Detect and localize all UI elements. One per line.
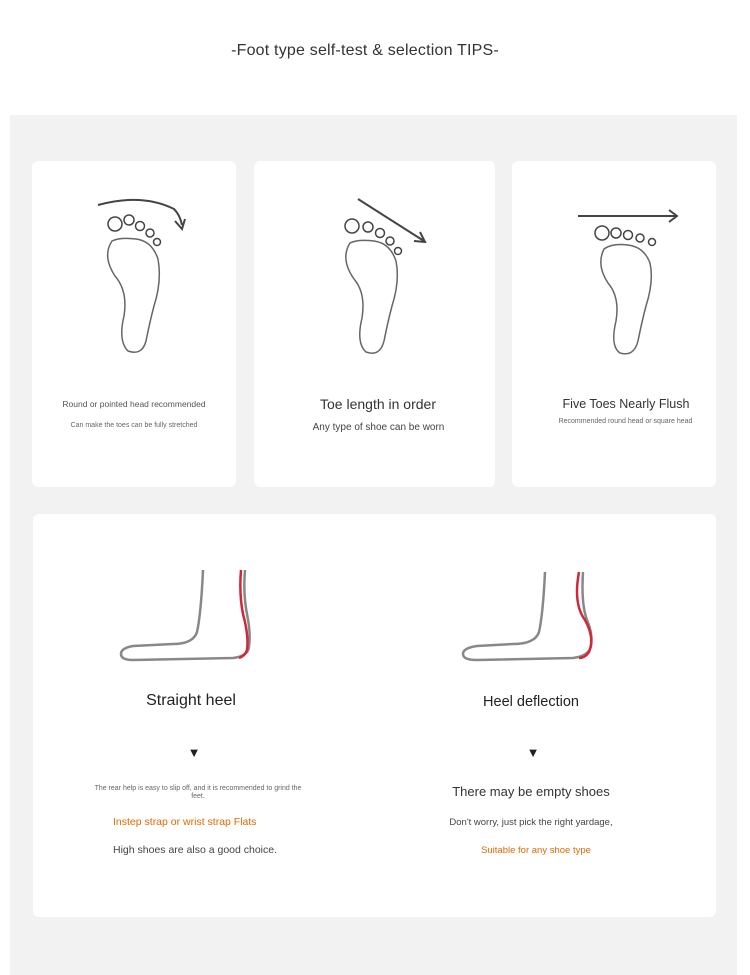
heel-deflection-recommendation: Suitable for any shoe type — [481, 845, 591, 856]
header — [0, 0, 750, 115]
straight-heel-foot-icon — [93, 554, 393, 674]
down-arrow-icon: ▼ — [187, 745, 201, 760]
toe-card-note: Recommended round head or square head — [558, 418, 693, 425]
toe-card-note: Can make the toes can be fully stretched — [70, 422, 198, 429]
heel-deflection-foot-icon — [433, 554, 733, 674]
toe-card-note: Any type of shoe can be worn — [312, 422, 445, 433]
toe-card-title: Toe length in order — [320, 396, 436, 412]
page-title: -Foot type self-test & selection TIPS- — [231, 42, 499, 59]
footprint-curved-arrow-icon — [32, 181, 236, 381]
heel-deflection-note: There may be empty shoes — [452, 784, 610, 799]
straight-heel-note: The rear help is easy to slip off, and it is recommended to grind the feet. — [94, 785, 302, 800]
straight-heel-recommendation: Instep strap or wrist strap Flats — [113, 816, 257, 828]
footprint-straight-arrow-icon — [512, 181, 716, 381]
toe-card-flush — [512, 161, 716, 487]
toe-card-title: Five Toes Nearly Flush — [562, 397, 690, 411]
heel-deflection-advice: Don't worry, just pick the right yardage, — [449, 817, 613, 828]
down-arrow-icon: ▼ — [526, 745, 540, 760]
toe-card-pointed — [32, 161, 236, 487]
toe-card-ordered — [254, 161, 495, 487]
footprint-diagonal-arrow-icon — [254, 181, 495, 381]
straight-heel-title: Straight heel — [146, 692, 236, 709]
straight-heel-alternative: High shoes are also a good choice. — [113, 844, 278, 856]
heel-deflection-title: Heel deflection — [483, 694, 579, 710]
heel-card — [33, 514, 716, 917]
toe-card-title: Round or pointed head recommended — [62, 399, 206, 409]
